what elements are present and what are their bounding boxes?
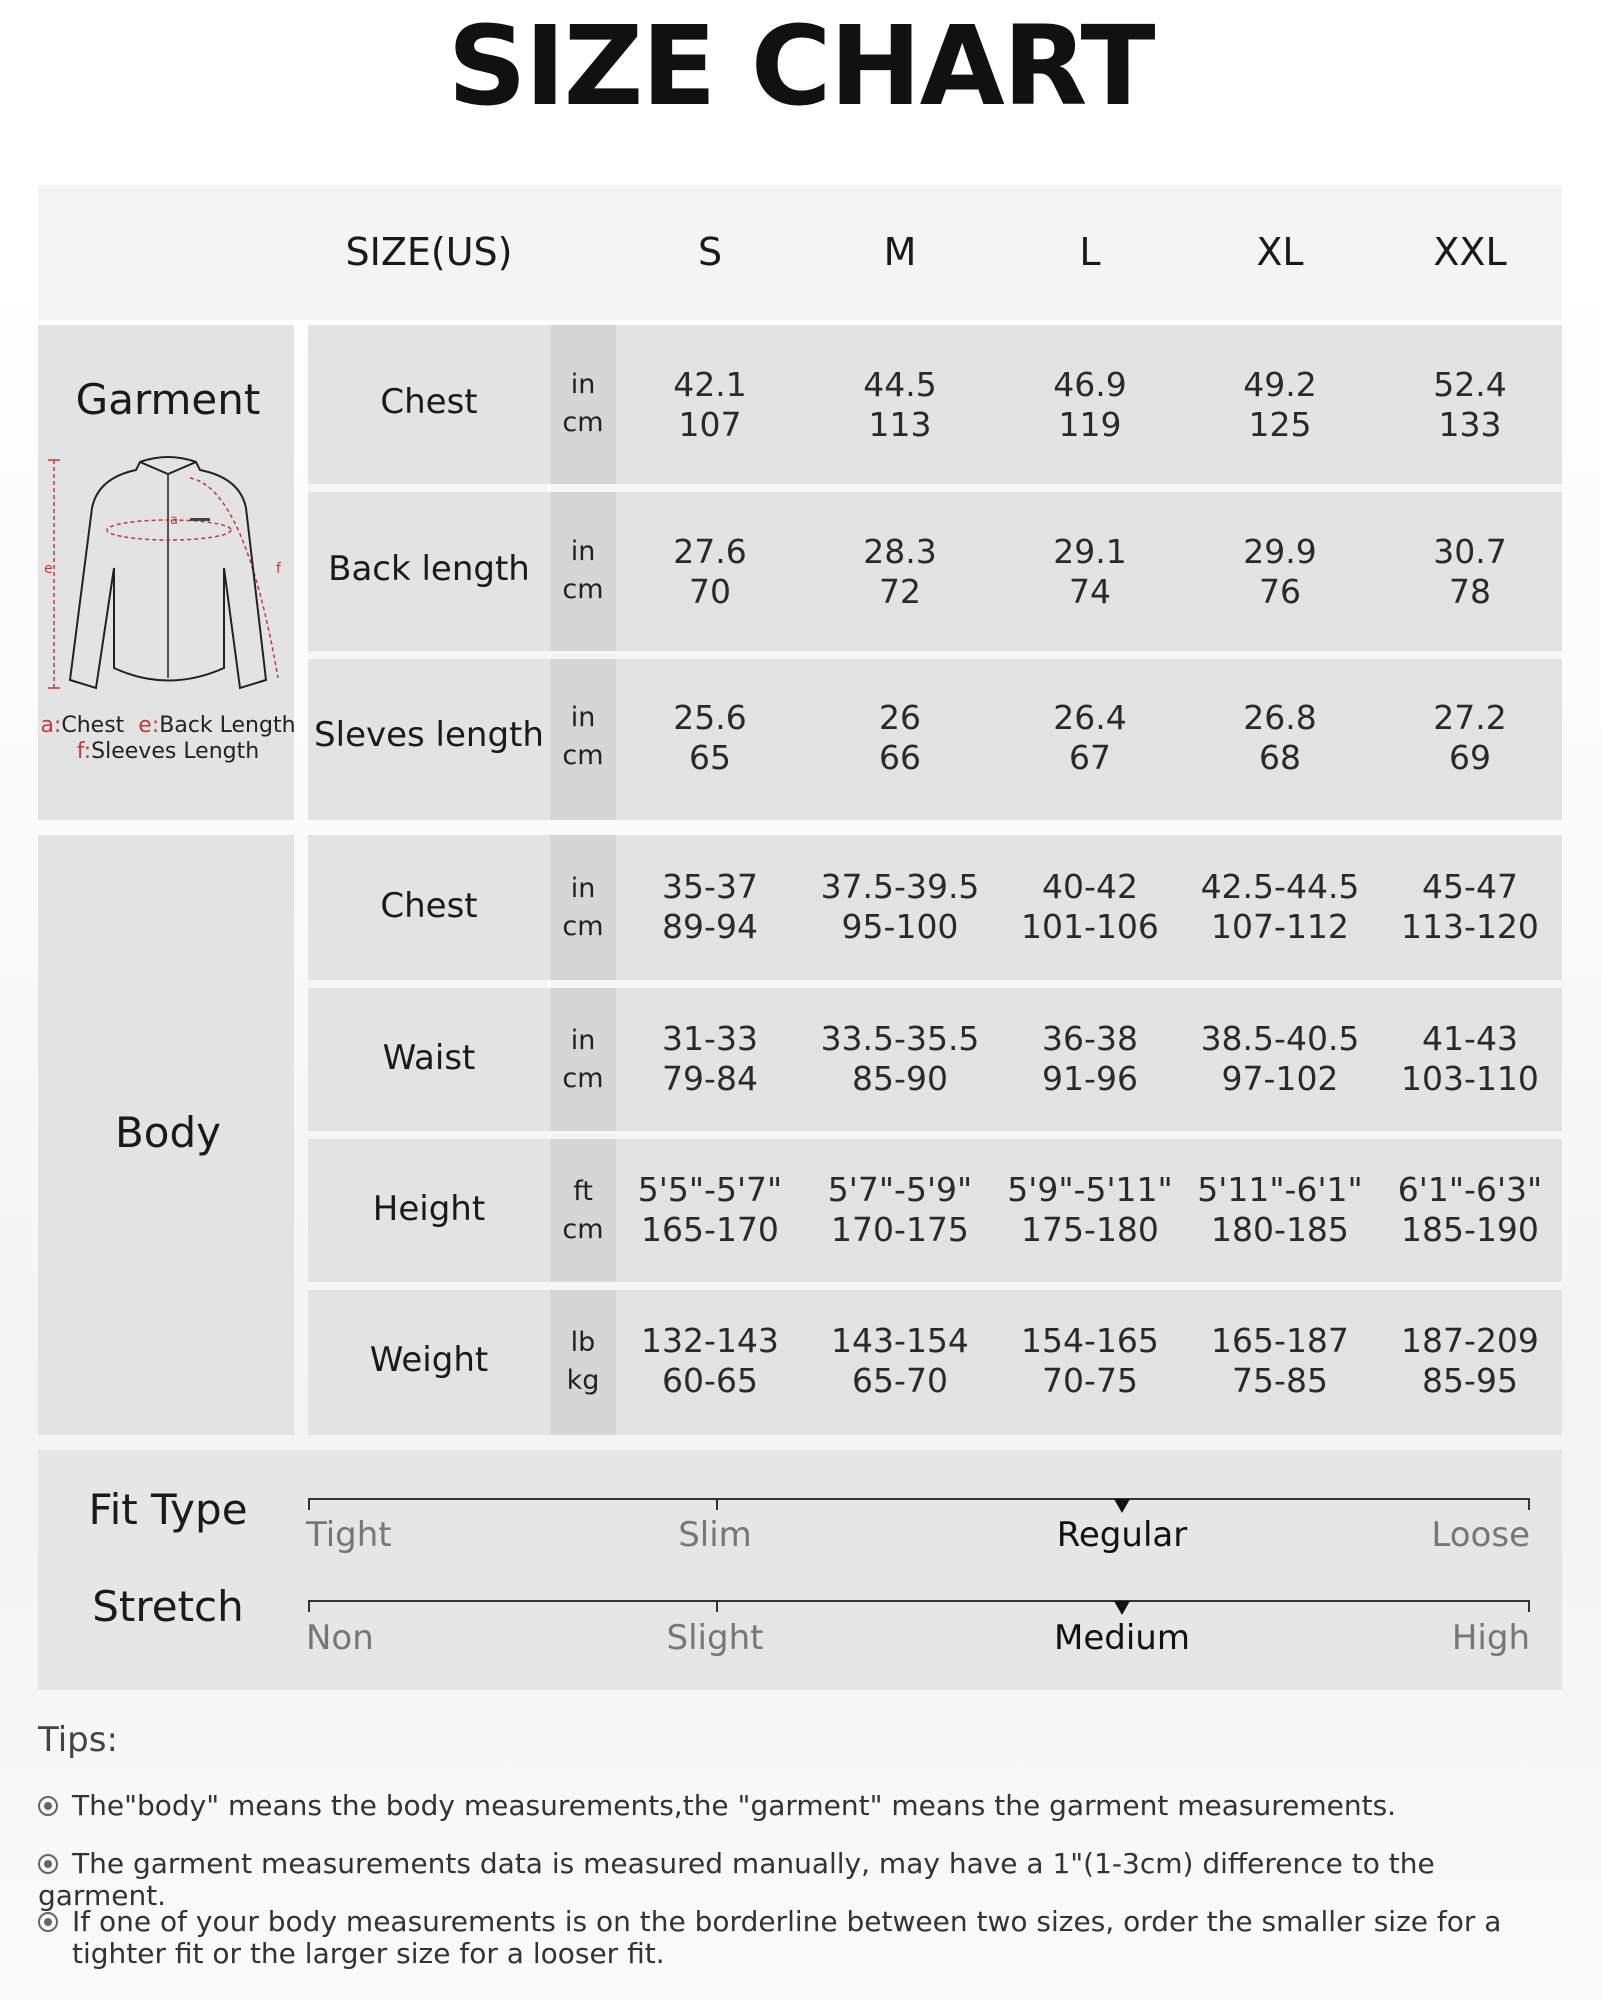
table-cell: 5'9"-5'11" — [1007, 1170, 1173, 1209]
caption-a-key: a: — [40, 713, 62, 738]
svg-text:f: f — [276, 561, 281, 577]
page-title: SIZE CHART — [447, 2, 1154, 130]
table-cell: 37.5-39.5 — [820, 867, 980, 906]
caption-f-text: Sleeves Length — [91, 739, 260, 764]
table-cell: 107 — [678, 405, 742, 444]
unit-label: in — [570, 536, 596, 567]
table-cell: 42.1 — [673, 365, 747, 404]
table-cell: 175-180 — [1021, 1210, 1159, 1249]
table-cell: 29.9 — [1243, 532, 1317, 571]
table-cell: 31-33 — [662, 1019, 758, 1058]
table-cell: 6'1"-6'3" — [1397, 1170, 1543, 1209]
table-cell: 5'7"-5'9" — [827, 1170, 973, 1209]
row-divider — [308, 1282, 1562, 1290]
unit-label: cm — [562, 407, 604, 438]
unit-label: in — [570, 369, 596, 400]
table-cell: 132-143 — [641, 1321, 779, 1360]
table-cell: 49.2 — [1243, 365, 1317, 404]
table-cell: 36-38 — [1042, 1019, 1138, 1058]
fit-type-option: Tight — [306, 1515, 392, 1555]
tip-item — [38, 1790, 1568, 1822]
body-height-label: Height — [372, 1189, 486, 1229]
bullet-icon — [38, 1912, 58, 1932]
table-cell: 185-190 — [1401, 1210, 1539, 1249]
scale-tick — [716, 1600, 718, 1612]
row-divider — [308, 1131, 1562, 1139]
table-cell: 143-154 — [831, 1321, 969, 1360]
bullet-icon — [38, 1854, 58, 1874]
table-cell: 107-112 — [1211, 907, 1349, 946]
table-cell: 26 — [879, 698, 921, 737]
scale-tick — [716, 1498, 718, 1510]
table-cell: 69 — [1449, 738, 1491, 777]
caption-e-text: Back Length — [159, 713, 296, 738]
unit-label: kg — [566, 1365, 600, 1396]
table-cell: 75-85 — [1232, 1361, 1328, 1400]
fit-type-option: Loose — [1431, 1515, 1530, 1555]
garment-label: Garment — [75, 375, 261, 424]
size-header-label: SIZE(US) — [345, 230, 513, 274]
tip-text: The"body" means the body measurements,the "garment" means the garment measurements. — [72, 1789, 1397, 1822]
table-cell: 170-175 — [831, 1210, 969, 1249]
table-cell: 29.1 — [1053, 532, 1127, 571]
scale-tick — [1528, 1498, 1530, 1510]
table-cell: 187-209 — [1401, 1321, 1539, 1360]
table-cell: 85-90 — [852, 1059, 948, 1098]
table-cell: 101-106 — [1021, 907, 1159, 946]
unit-label: cm — [562, 1214, 604, 1245]
caption-f-key: f: — [76, 739, 92, 764]
table-cell: 70 — [689, 572, 731, 611]
scale-tick — [308, 1600, 310, 1612]
table-cell: 5'11"-6'1" — [1197, 1170, 1363, 1209]
unit-label: in — [570, 702, 596, 733]
table-cell: 27.6 — [673, 532, 747, 571]
table-cell: 68 — [1259, 738, 1301, 777]
stretch-option: Slight — [666, 1618, 764, 1658]
tip-text: If one of your body measurements is on the borderline between two sizes, order the smaller size for a tighter fit or the larger size for a looser fit. — [72, 1905, 1502, 1970]
unit-label: cm — [562, 911, 604, 942]
table-cell: 103-110 — [1401, 1059, 1539, 1098]
garment-back-length-label: Back length — [328, 549, 530, 589]
table-cell: 113 — [868, 405, 932, 444]
body-waist-label: Waist — [382, 1038, 476, 1078]
table-cell: 65-70 — [852, 1361, 948, 1400]
caption-e-key: e: — [138, 713, 160, 738]
fit-type-option: Slim — [678, 1515, 752, 1555]
unit-label: in — [570, 873, 596, 904]
diagram-caption — [38, 713, 298, 765]
size-header-s: S — [697, 230, 723, 274]
table-cell: 125 — [1248, 405, 1312, 444]
table-cell: 180-185 — [1211, 1210, 1349, 1249]
table-cell: 44.5 — [863, 365, 937, 404]
unit-label: ft — [573, 1176, 593, 1207]
size-header-xl: XL — [1256, 230, 1304, 274]
stretch-option: Non — [306, 1618, 374, 1658]
table-cell: 74 — [1069, 572, 1111, 611]
row-divider — [308, 651, 1562, 659]
row-divider — [308, 980, 1562, 988]
fit-type-option-selected: Regular — [1056, 1515, 1188, 1555]
scale-tick — [308, 1498, 310, 1510]
unit-label: cm — [562, 740, 604, 771]
bullet-icon — [38, 1796, 58, 1816]
tip-item — [38, 1848, 1568, 1912]
stretch-label: Stretch — [92, 1582, 244, 1631]
tip-item — [38, 1906, 1572, 1970]
unit-label: in — [570, 1025, 596, 1056]
body-weight-label: Weight — [369, 1340, 489, 1380]
table-cell: 5'5"-5'7" — [637, 1170, 783, 1209]
table-cell: 33.5-35.5 — [820, 1019, 980, 1058]
table-cell: 46.9 — [1053, 365, 1127, 404]
fit-type-marker-icon — [1114, 1499, 1130, 1513]
table-cell: 60-65 — [662, 1361, 758, 1400]
fit-type-label: Fit Type — [88, 1485, 248, 1534]
table-cell: 85-95 — [1422, 1361, 1518, 1400]
stretch-marker-icon — [1114, 1601, 1130, 1615]
table-cell: 76 — [1259, 572, 1301, 611]
table-cell: 26.8 — [1243, 698, 1317, 737]
scale-tick — [1528, 1600, 1530, 1612]
svg-text:e: e — [44, 561, 53, 577]
table-cell: 67 — [1069, 738, 1111, 777]
table-cell: 79-84 — [662, 1059, 758, 1098]
table-cell: 95-100 — [841, 907, 959, 946]
table-cell: 113-120 — [1401, 907, 1539, 946]
unit-label: cm — [562, 574, 604, 605]
table-cell: 41-43 — [1422, 1019, 1518, 1058]
stretch-option: High — [1451, 1618, 1530, 1658]
stretch-option-selected: Medium — [1054, 1618, 1190, 1658]
table-cell: 30.7 — [1433, 532, 1507, 571]
table-cell: 25.6 — [673, 698, 747, 737]
table-cell: 65 — [689, 738, 731, 777]
size-header-m: M — [883, 230, 917, 274]
table-cell: 52.4 — [1433, 365, 1507, 404]
row-divider — [308, 484, 1562, 492]
size-header-l: L — [1079, 230, 1101, 274]
table-cell: 165-187 — [1211, 1321, 1349, 1360]
unit-label: lb — [570, 1327, 596, 1358]
table-cell: 38.5-40.5 — [1200, 1019, 1360, 1058]
table-cell: 35-37 — [662, 867, 758, 906]
tip-text: The garment measurements data is measured manually, may have a 1"(1-3cm) difference to the garment. — [38, 1847, 1435, 1912]
garment-sleeves-length-label: Sleves length — [314, 715, 544, 755]
table-cell: 133 — [1438, 405, 1502, 444]
table-cell: 28.3 — [863, 532, 937, 571]
table-cell: 42.5-44.5 — [1200, 867, 1360, 906]
table-cell: 154-165 — [1021, 1321, 1159, 1360]
unit-label: cm — [562, 1063, 604, 1094]
stretch-scale — [308, 1600, 1530, 1602]
table-cell: 40-42 — [1042, 867, 1138, 906]
caption-a-text: Chest — [61, 713, 125, 738]
table-cell: 119 — [1058, 405, 1122, 444]
tips-title: Tips: — [38, 1720, 118, 1760]
table-cell: 72 — [879, 572, 921, 611]
table-cell: 27.2 — [1433, 698, 1507, 737]
body-chest-label: Chest — [380, 886, 478, 926]
table-cell: 97-102 — [1221, 1059, 1339, 1098]
svg-text:a: a — [170, 513, 178, 528]
table-cell: 89-94 — [662, 907, 758, 946]
table-cell: 91-96 — [1042, 1059, 1138, 1098]
table-cell: 26.4 — [1053, 698, 1127, 737]
table-cell: 165-170 — [641, 1210, 779, 1249]
garment-chest-label: Chest — [380, 382, 478, 422]
fit-type-scale — [308, 1498, 1530, 1500]
jacket-diagram-icon — [40, 448, 292, 710]
table-cell: 78 — [1449, 572, 1491, 611]
table-cell: 45-47 — [1422, 867, 1518, 906]
size-header-xxl: XXL — [1433, 230, 1507, 274]
table-cell: 70-75 — [1042, 1361, 1138, 1400]
table-cell: 66 — [879, 738, 921, 777]
body-label: Body — [114, 1108, 222, 1157]
